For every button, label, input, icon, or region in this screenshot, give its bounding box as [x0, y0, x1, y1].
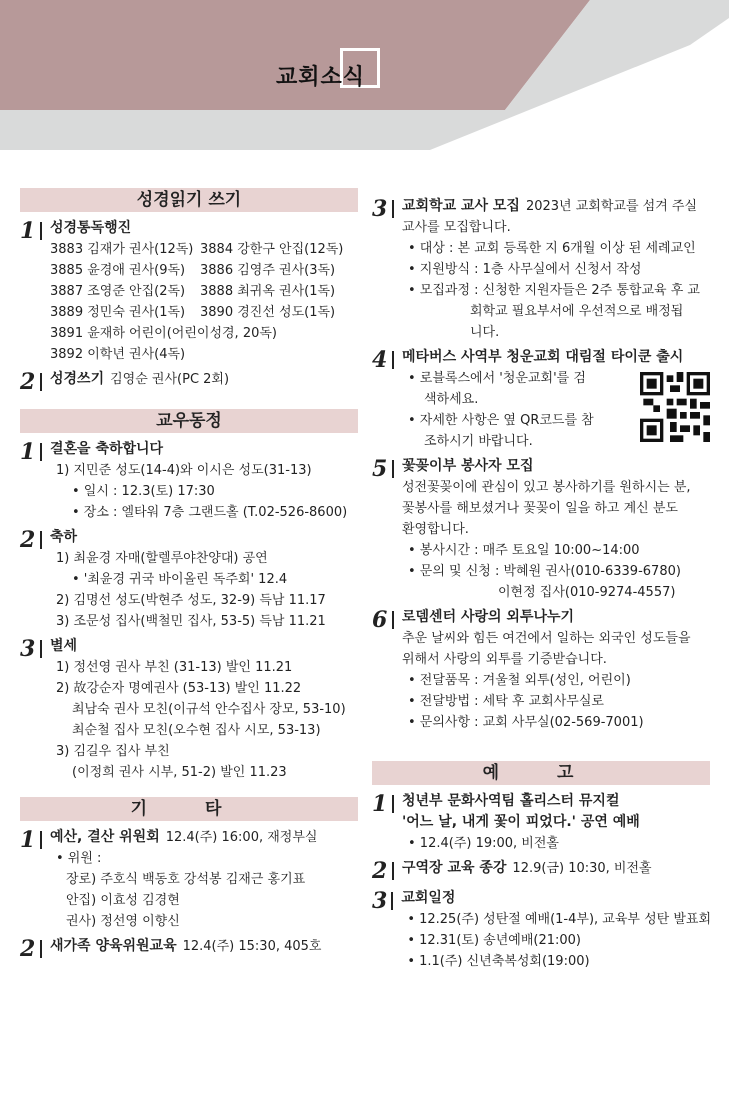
item-title: 구역장 교육 종강	[402, 860, 507, 876]
item-line: 회학교 필요부서에 우선적으로 배정됩	[470, 304, 684, 319]
item-line: • 12.4(주) 19:00, 비전홀	[408, 836, 559, 851]
item-number: 5	[372, 456, 388, 482]
reading-entry: 3883 김재가 권사(12독)	[50, 242, 194, 257]
item-line: 니다.	[470, 325, 500, 340]
item-line: 추운 날씨와 힘든 여건에서 일하는 외국인 성도들을	[402, 631, 691, 646]
reading-entry: 3891 윤재하 어린이(어린이성경, 20독)	[50, 326, 277, 341]
reading-entry: 3885 윤경애 권사(9독)	[50, 263, 186, 278]
item-note: 2023년 교회학교를 섬겨 주실	[525, 199, 698, 214]
item-number: 1	[372, 791, 388, 817]
right-column	[372, 196, 710, 972]
divider	[391, 892, 393, 910]
divider	[392, 200, 394, 218]
left-column	[20, 188, 358, 962]
list-item	[20, 369, 358, 395]
item-line: • 전달품목 : 겨울철 외투(성인, 어린이)	[408, 673, 631, 688]
item-number: 1	[20, 218, 36, 244]
item-line: • 위원 :	[56, 851, 102, 866]
item-line: 최남숙 권사 모친(이규석 안수집사 장모, 53-10)	[72, 702, 346, 717]
reading-entry: 3889 정민숙 권사(1독)	[50, 305, 186, 320]
item-number: 2	[20, 369, 36, 395]
item-title: 예산, 결산 위원회	[50, 829, 160, 845]
item-title: 로뎀센터 사랑의 외투나누기	[402, 609, 575, 625]
list-item	[20, 636, 358, 783]
qr-code-icon[interactable]	[640, 372, 710, 442]
item-line: 환영합니다.	[402, 522, 469, 537]
divider	[40, 940, 42, 958]
item-line: 장로) 주호식 백동호 강석봉 김재근 홍기표	[66, 872, 306, 887]
divider	[392, 460, 394, 478]
item-line: 1) 정선영 권사 부친 (31-13) 발인 11.21	[56, 660, 293, 675]
item-title: '어느 날, 내게 꽃이 피었다.' 공연 예배	[402, 814, 640, 830]
item-title: 별세	[50, 638, 78, 654]
item-title: 교회학교 교사 모집	[402, 198, 520, 214]
list-item	[20, 827, 358, 932]
item-number: 2	[372, 858, 388, 884]
item-line: • 자세한 사항은 옆 QR코드를 참	[408, 413, 594, 428]
divider	[392, 611, 394, 629]
section-header-notice: 예 고	[372, 761, 710, 785]
section-header-bible: 성경읽기 쓰기	[20, 188, 358, 212]
list-item	[372, 196, 710, 343]
item-number: 1	[20, 439, 36, 465]
reading-list	[50, 239, 358, 323]
item-line: • '최윤경 귀국 바이올린 독주회' 12.4	[72, 572, 288, 587]
reading-entry: 3890 경진선 성도(1독)	[200, 305, 336, 320]
item-line: • 로블록스에서 '청운교회'를 검	[408, 371, 586, 386]
item-line: 꽃봉사를 해보셨거나 꽃꽂이 일을 하고 계신 분도	[402, 501, 678, 516]
reading-entry: 3888 최귀옥 권사(1독)	[200, 284, 336, 299]
reading-entry: 3887 조영준 안집(2독)	[50, 284, 186, 299]
section-header-etc: 기 타	[20, 797, 358, 821]
item-line: • 장소 : 엘타워 7층 그랜드홀 (T.02-526-8600)	[72, 505, 348, 520]
item-line: 3) 조문성 집사(백철민 집사, 53-5) 득남 11.21	[56, 614, 326, 629]
item-line: 위해서 사랑의 외투를 기증받습니다.	[402, 652, 607, 667]
list-item	[372, 456, 710, 603]
item-number: 2	[20, 936, 36, 962]
divider	[40, 443, 42, 461]
item-title: 새가족 양육위원교육	[50, 938, 177, 954]
list-item	[372, 858, 710, 884]
divider	[40, 531, 42, 549]
item-line: • 전달방법 : 세탁 후 교회사무실로	[408, 694, 604, 709]
page-title: 교회소식	[276, 65, 366, 90]
item-title: 결혼을 축하합니다	[50, 441, 164, 457]
item-note: 12.4(주) 16:00, 재정부실	[165, 830, 318, 845]
divider	[40, 640, 42, 658]
item-line: • 봉사시간 : 매주 토요일 10:00~14:00	[408, 543, 640, 558]
item-line: • 모집과정 : 신청한 지원자들은 2주 통합교육 후 교	[408, 283, 700, 298]
reading-entry: 3892 이학년 권사(4독)	[50, 347, 186, 362]
item-note: 김영순 권사(PC 2회)	[110, 372, 230, 387]
list-item	[20, 218, 358, 365]
item-number: 2	[20, 527, 36, 553]
divider	[40, 373, 42, 391]
list-item	[20, 527, 358, 632]
item-number: 1	[20, 827, 36, 853]
item-title: 꽃꽂이부 봉사자 모집	[402, 458, 534, 474]
divider	[392, 795, 394, 813]
item-line: 3) 김길우 집사 부친	[56, 744, 170, 759]
list-item	[372, 347, 710, 452]
list-item	[20, 936, 358, 962]
item-line: 1) 지민준 성도(14-4)와 이시은 성도(31-13)	[56, 463, 312, 478]
divider	[392, 351, 394, 369]
item-line: 권사) 정선영 이향신	[66, 914, 180, 929]
item-line: 안집) 이효성 김경현	[66, 893, 180, 908]
item-line: 색하세요.	[424, 392, 479, 407]
item-line: (이정희 권사 시부, 51-2) 발인 11.23	[72, 765, 287, 780]
item-line: • 12.31(토) 송년예배(21:00)	[407, 933, 582, 948]
item-line: • 문의 및 신청 : 박혜원 권사(010-6339-6780)	[408, 564, 681, 579]
item-line: • 1.1(주) 신년축복성회(19:00)	[407, 954, 590, 969]
list-item	[372, 888, 710, 972]
item-title: 메타버스 사역부 청운교회 대림절 타이쿤 출시	[402, 349, 684, 365]
item-line: 최순철 집사 모친(오수현 집사 시모, 53-13)	[72, 723, 321, 738]
item-line: 1) 최윤경 자매(할렐루야찬양대) 공연	[56, 551, 268, 566]
item-line: 2) 김명선 성도(박현주 성도, 32-9) 득남 11.17	[56, 593, 326, 608]
item-note: 12.4(주) 15:30, 405호	[182, 939, 322, 954]
item-line: 성전꽃꽂이에 관심이 있고 봉사하기를 원하시는 분,	[402, 480, 691, 495]
divider	[392, 862, 394, 880]
item-number: 3	[20, 636, 36, 662]
item-title: 축하	[50, 529, 78, 545]
list-item	[372, 607, 710, 733]
item-line: • 지원방식 : 1층 사무실에서 신청서 작성	[408, 262, 642, 277]
item-title: 성경쓰기	[50, 371, 105, 387]
reading-entry: 3884 강한구 안집(12독)	[200, 242, 344, 257]
item-number: 6	[372, 607, 388, 633]
reading-entry: 3886 김영주 권사(3독)	[200, 263, 336, 278]
item-line: 교사를 모집합니다.	[402, 220, 511, 235]
item-line: 2) 故강순자 명예권사 (53-13) 발인 11.22	[56, 681, 302, 696]
item-note: 12.9(금) 10:30, 비전홀	[512, 861, 652, 876]
item-title: 청년부 문화사역팀 홀리스터 뮤지컬	[402, 793, 620, 809]
item-number: 3	[372, 888, 388, 914]
section-header-fellowship: 교우동정	[20, 409, 358, 433]
divider	[40, 831, 42, 849]
list-item	[20, 439, 358, 523]
divider	[40, 222, 42, 240]
list-item	[372, 791, 710, 854]
item-title: 교회일정	[401, 890, 456, 906]
item-title: 성경통독행진	[50, 220, 132, 236]
item-number: 4	[372, 347, 388, 373]
item-line: • 12.25(주) 성탄절 예배(1-4부), 교육부 성탄 발표회	[407, 912, 712, 927]
item-line: 조하시기 바랍니다.	[424, 434, 533, 449]
item-line: • 일시 : 12.3(토) 17:30	[72, 484, 215, 499]
item-line: • 대상 : 본 교회 등록한 지 6개월 이상 된 세례교인	[408, 241, 696, 256]
item-number: 3	[372, 196, 388, 222]
item-line: • 문의사항 : 교회 사무실(02-569-7001)	[408, 715, 644, 730]
item-line: 이현정 집사(010-9274-4557)	[498, 585, 676, 600]
